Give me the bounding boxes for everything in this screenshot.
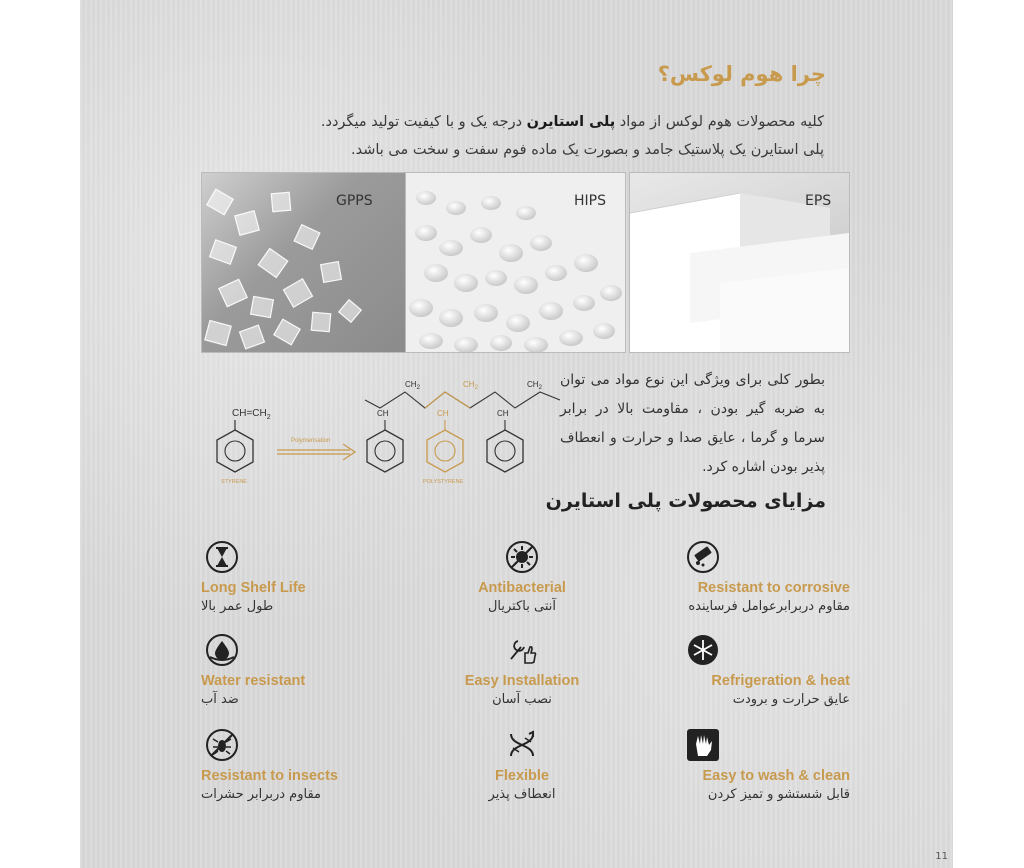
feature-en-label: Resistant to corrosive [697,580,850,596]
feature-en-label: Flexible [495,768,549,784]
svg-text:CH: CH [497,409,509,418]
feature-fa-label: آنتی باکتریال [487,599,556,614]
intro-line2: پلی استایرن یک پلاستیک جامد و بصورت یک ماده فوم سفت و سخت می باشد. [351,142,824,158]
gpps-image [201,172,422,353]
intro-paragraph [200,108,824,164]
feature-en-label: Refrigeration & heat [711,673,850,689]
antibacterial-icon [505,540,539,574]
feature-fa-label: طول عمر بالا [201,599,274,614]
feature-fa-label: مقاوم دربرابرعوامل فرساینده [688,599,850,614]
polystyrene-chain [365,380,560,485]
gpps-label: GPPS [336,193,373,209]
intro-line1-start: کلیه محصولات هوم لوکس از مواد [615,114,824,130]
polystyrene-label: POLYSTYRENE [423,479,464,485]
feature-antibacterial [422,540,622,614]
feature-flexible [422,728,622,802]
svg-text:CH: CH [377,409,389,418]
foam-blocks-graphic [630,173,849,352]
no-insects-icon [205,728,239,762]
feature-fa-label: مقاوم دربرابر حشرات [201,787,322,802]
styrene-molecule [217,408,271,485]
svg-text:CH2: $CH_2$ [405,380,420,391]
feature-fa-label: ضد آب [201,692,239,707]
feature-easy-installation [422,633,622,707]
feature-fa-label: نصب آسان [492,692,552,707]
arrow-label: Polymerisation [291,438,331,444]
feature-en-label: Easy to wash & clean [702,768,850,784]
monomer-formula: $CH=CH_2$ [232,408,271,421]
feature-fa-label: عایق حرارت و برودت [732,692,850,707]
flexible-arrow-icon [505,728,539,762]
intro-line1-end: درجه یک و با کیفیت تولید میگردد. [320,114,527,130]
hips-image [405,172,626,353]
feature-en-label: Water resistant [201,673,306,689]
water-drop-icon [205,633,239,667]
feature-en-label: Easy Installation [464,673,580,689]
eps-image [629,172,850,353]
glove-icon [686,728,720,762]
feature-resistant-insects [201,728,401,802]
hips-label: HIPS [574,193,606,209]
polymerisation-diagram [205,370,565,500]
polymerisation-arrow [277,438,355,460]
eps-label: EPS [805,193,832,209]
page-title: چرا هوم لوکس؟ [657,62,826,86]
feature-en-label: Long Shelf Life [201,580,306,596]
feature-easy-to-wash [650,728,850,802]
svg-text:CH2: $CH_2$ [527,380,542,391]
svg-text:CH: CH [437,409,449,418]
properties-paragraph: بطور کلی برای ویژگی این نوع مواد می توان به ضربه گیر بودن ، مقاومت بالا در برابر سرما و گرما ، عایق صدا و حرارت و انعطاف پذیر بودن اشاره کرد. [560,372,825,475]
page-number: 11 [935,851,948,862]
feature-en-label: Resistant to insects [201,768,338,784]
svg-text:CH2: $CH_2$ [463,380,478,391]
hourglass-icon [205,540,239,574]
feature-refrigeration [650,633,850,707]
feature-water-resistant [201,633,401,707]
wrench-thumb-icon [505,633,539,667]
feature-corrosion [650,540,850,614]
corrosion-icon [686,540,720,574]
intro-line1-bold: پلی استایرن [526,114,616,130]
feature-en-label: Antibacterial [478,580,566,596]
feature-fa-label: انعطاف پذیر [488,787,556,802]
feature-long-shelf-life [201,540,401,614]
white-pellets-graphic [406,173,625,352]
feature-fa-label: قابل شستشو و تمیز کردن [707,787,850,802]
crystal-granules-graphic [202,173,421,352]
styrene-label: STYRENE [221,479,247,485]
snowflake-icon [686,633,720,667]
benefits-heading: مزایای محصولات پلی استایرن [545,490,826,512]
